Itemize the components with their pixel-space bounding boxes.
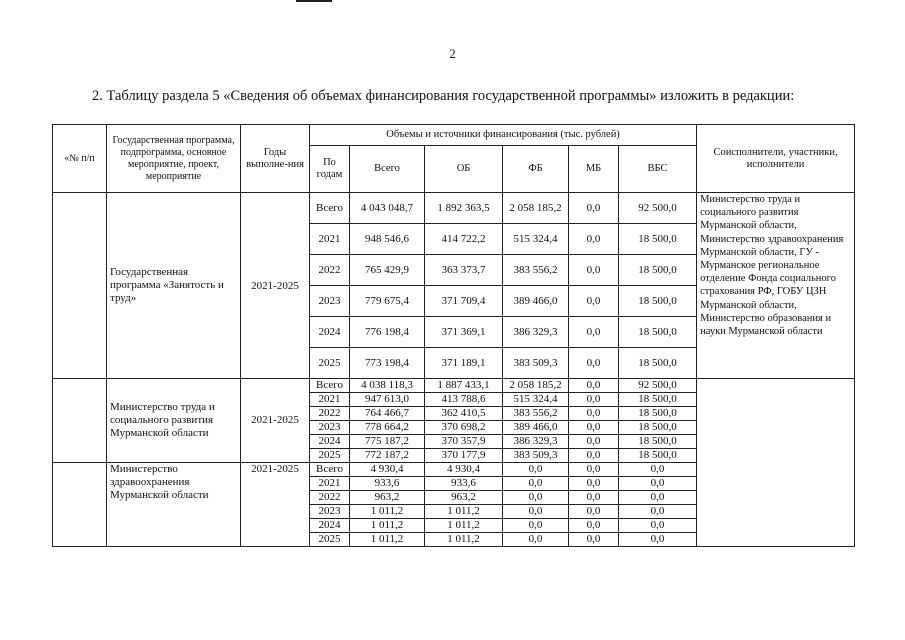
table-row	[53, 193, 855, 224]
row-mb: 0,0	[569, 519, 619, 533]
row-vbs: 18 500,0	[619, 393, 697, 407]
row-total: 765 429,9	[350, 255, 425, 286]
header-vbs: ВБС	[619, 146, 697, 193]
row-ob: 1 011,2	[425, 519, 503, 533]
subprogram-name: Министерство труда и социального развития Мурманской области	[107, 379, 241, 463]
row-mb: 0,0	[569, 317, 619, 348]
row-vbs: 18 500,0	[619, 224, 697, 255]
header-years: Годы выполне-ния	[241, 125, 310, 193]
row-vbs: 18 500,0	[619, 348, 697, 379]
top-edge-mark	[296, 0, 332, 2]
row-ob: 370 177,9	[425, 449, 503, 463]
row-mb: 0,0	[569, 393, 619, 407]
row-year: 2022	[310, 407, 350, 421]
row-vbs: 18 500,0	[619, 449, 697, 463]
row-vbs: 18 500,0	[619, 421, 697, 435]
program-period: 2021-2025	[241, 193, 310, 379]
row-mb: 0,0	[569, 477, 619, 491]
row-total: 773 198,4	[350, 348, 425, 379]
subprogram-period: 2021-2025	[241, 379, 310, 463]
row-total: 776 198,4	[350, 317, 425, 348]
row-year: 2025	[310, 533, 350, 547]
row-fb: 0,0	[503, 491, 569, 505]
row-ob: 370 357,9	[425, 435, 503, 449]
row-vbs: 0,0	[619, 463, 697, 477]
row-ob: 371 189,1	[425, 348, 503, 379]
row-year: Всего	[310, 463, 350, 477]
header-num: «№ п/п	[53, 125, 107, 193]
row-total: 4 038 118,3	[350, 379, 425, 393]
row-total: 948 546,6	[350, 224, 425, 255]
header-name: Государственная программа, подпрограмма, основное мероприятие, проект, мероприятие	[107, 125, 241, 193]
table-row	[53, 379, 855, 393]
row-mb: 0,0	[569, 449, 619, 463]
row-year: 2021	[310, 477, 350, 491]
row-year: 2025	[310, 348, 350, 379]
subprogram-period: 2021-2025	[241, 463, 310, 547]
row-fb: 515 324,4	[503, 224, 569, 255]
row-ob: 371 709,4	[425, 286, 503, 317]
header-volumes: Объемы и источники финансирования (тыс. рублей)	[310, 125, 697, 146]
row-fb: 386 329,3	[503, 317, 569, 348]
row-year: 2023	[310, 505, 350, 519]
header-by-year: По годам	[310, 146, 350, 193]
table-body	[53, 193, 855, 547]
row-ob: 362 410,5	[425, 407, 503, 421]
row-ob: 370 698,2	[425, 421, 503, 435]
row-total: 775 187,2	[350, 435, 425, 449]
row-fb: 0,0	[503, 519, 569, 533]
row-year: 2025	[310, 449, 350, 463]
row-vbs: 0,0	[619, 491, 697, 505]
row-mb: 0,0	[569, 348, 619, 379]
row-vbs: 18 500,0	[619, 255, 697, 286]
row-mb: 0,0	[569, 505, 619, 519]
row-ob: 933,6	[425, 477, 503, 491]
row-vbs: 0,0	[619, 533, 697, 547]
row-year: 2021	[310, 224, 350, 255]
row-vbs: 18 500,0	[619, 317, 697, 348]
financing-table	[52, 124, 855, 547]
row-mb: 0,0	[569, 286, 619, 317]
row-year: 2022	[310, 491, 350, 505]
row-fb: 383 556,2	[503, 255, 569, 286]
header-total: Всего	[350, 146, 425, 193]
row-fb: 2 058 185,2	[503, 193, 569, 224]
subprogram-name: Министерство здравоохранения Мурманской области	[107, 463, 241, 547]
row-ob: 963,2	[425, 491, 503, 505]
row-vbs: 92 500,0	[619, 379, 697, 393]
row-vbs: 92 500,0	[619, 193, 697, 224]
row-mb: 0,0	[569, 463, 619, 477]
header-mb: МБ	[569, 146, 619, 193]
group-num-cell	[53, 463, 107, 547]
row-fb: 2 058 185,2	[503, 379, 569, 393]
row-vbs: 18 500,0	[619, 286, 697, 317]
program-name: Государственная программа «Занятость и труд»	[107, 193, 241, 379]
row-total: 1 011,2	[350, 505, 425, 519]
row-vbs: 18 500,0	[619, 435, 697, 449]
row-fb: 515 324,4	[503, 393, 569, 407]
row-total: 1 011,2	[350, 519, 425, 533]
row-year: 2024	[310, 317, 350, 348]
row-fb: 386 329,3	[503, 435, 569, 449]
header-ob: ОБ	[425, 146, 503, 193]
row-mb: 0,0	[569, 533, 619, 547]
row-total: 779 675,4	[350, 286, 425, 317]
row-total: 4 043 048,7	[350, 193, 425, 224]
row-ob: 413 788,6	[425, 393, 503, 407]
row-vbs: 18 500,0	[619, 407, 697, 421]
row-year: Всего	[310, 379, 350, 393]
row-ob: 363 373,7	[425, 255, 503, 286]
row-vbs: 0,0	[619, 519, 697, 533]
row-ob: 1 011,2	[425, 505, 503, 519]
row-year: Всего	[310, 193, 350, 224]
row-mb: 0,0	[569, 224, 619, 255]
intro-text: 2. Таблицу раздела 5 «Сведения об объемах финансирования государственной программы» изложить в редакции:	[92, 88, 795, 104]
row-fb: 389 466,0	[503, 421, 569, 435]
row-year: 2024	[310, 435, 350, 449]
program-executors: Министерство труда и социального развития Мурманской области, Министерство здравоохранения Мурманской области, ГУ - Мурманское региональное отделение Фонда социального страхования РФ, ГОБУ ЦЗН Мурманской области, Министерство образования и науки Мурманской области	[697, 193, 855, 379]
row-fb: 383 509,3	[503, 348, 569, 379]
header-fb: ФБ	[503, 146, 569, 193]
row-mb: 0,0	[569, 407, 619, 421]
row-fb: 0,0	[503, 505, 569, 519]
row-mb: 0,0	[569, 255, 619, 286]
row-total: 4 930,4	[350, 463, 425, 477]
group-num-cell	[53, 193, 107, 379]
row-year: 2023	[310, 421, 350, 435]
row-year: 2023	[310, 286, 350, 317]
row-ob: 414 722,2	[425, 224, 503, 255]
row-mb: 0,0	[569, 421, 619, 435]
row-mb: 0,0	[569, 379, 619, 393]
row-fb: 0,0	[503, 477, 569, 491]
row-fb: 383 509,3	[503, 449, 569, 463]
executors-empty-cell	[697, 379, 855, 547]
row-ob: 371 369,1	[425, 317, 503, 348]
row-year: 2021	[310, 393, 350, 407]
row-total: 947 613,0	[350, 393, 425, 407]
row-mb: 0,0	[569, 193, 619, 224]
row-total: 778 664,2	[350, 421, 425, 435]
row-mb: 0,0	[569, 435, 619, 449]
row-vbs: 0,0	[619, 477, 697, 491]
row-year: 2022	[310, 255, 350, 286]
row-year: 2024	[310, 519, 350, 533]
row-total: 933,6	[350, 477, 425, 491]
row-fb: 0,0	[503, 533, 569, 547]
row-total: 963,2	[350, 491, 425, 505]
row-ob: 4 930,4	[425, 463, 503, 477]
row-vbs: 0,0	[619, 505, 697, 519]
row-fb: 383 556,2	[503, 407, 569, 421]
row-total: 764 466,7	[350, 407, 425, 421]
row-total: 772 187,2	[350, 449, 425, 463]
row-ob: 1 011,2	[425, 533, 503, 547]
row-total: 1 011,2	[350, 533, 425, 547]
page-number: 2	[449, 46, 456, 61]
group-num-cell	[53, 379, 107, 463]
row-fb: 389 466,0	[503, 286, 569, 317]
header-executors: Соисполнители, участники, исполнители	[697, 125, 855, 193]
row-ob: 1 887 433,1	[425, 379, 503, 393]
row-fb: 0,0	[503, 463, 569, 477]
row-ob: 1 892 363,5	[425, 193, 503, 224]
row-mb: 0,0	[569, 491, 619, 505]
